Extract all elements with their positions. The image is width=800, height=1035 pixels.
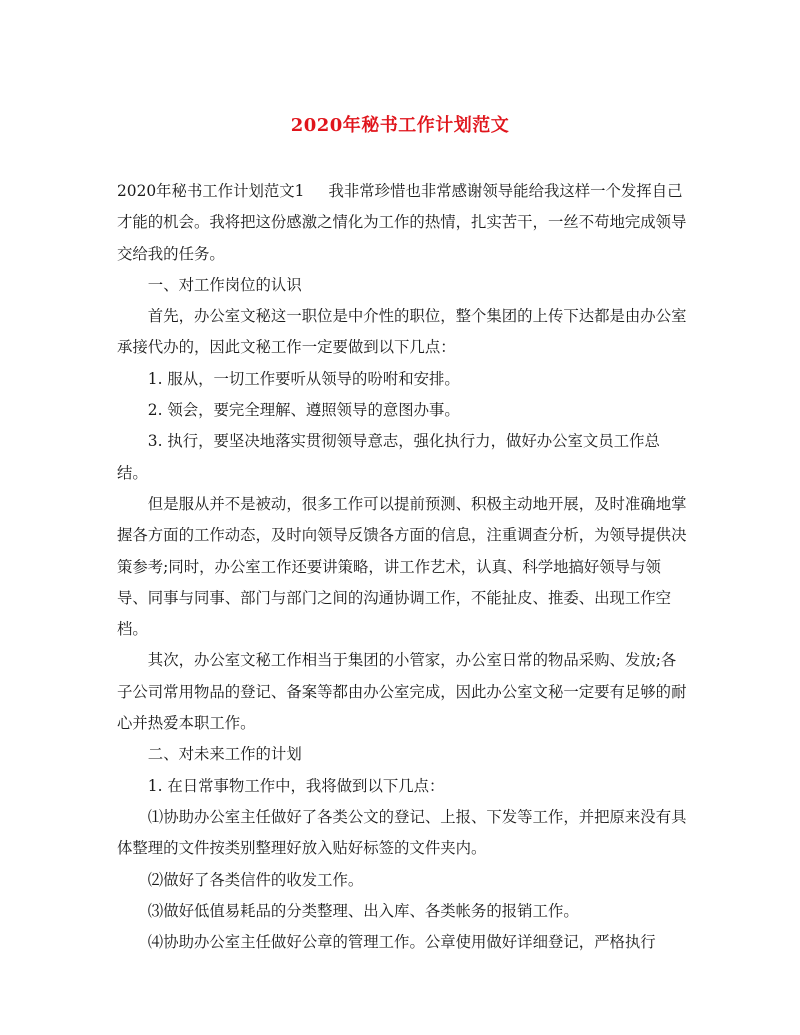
document-title: 2020年秘书工作计划范文 <box>290 115 510 136</box>
sub-list-item: ⑴协助办公室主任做好了各类公文的登记、上报、下发等工作，并把原来没有具体整理的文件按类别整理好放入贴好标签的文件夹内。 <box>117 807 687 858</box>
paragraph: 但是服从并不是被动，很多工作可以提前预测、积极主动地开展，及时准确地掌握各方面的工作动态，及时向领导反馈各方面的信息，注重调查分析，为领导提供决策参考;同时，办公室工作还要讲策略，讲工作艺术，认真、科学地搞好领导与领导、同事与同事、部门与部门之间的沟通协调工作，不能扯皮、推委、出现工作空档。 <box>117 494 687 639</box>
list-item: 2. 领会，要完全理解、遵照领导的意图办事。 <box>147 401 460 420</box>
sub-list-item: ⑷协助办公室主任做好公章的管理工作。公章使用做好详细登记，严格执行 <box>147 933 656 952</box>
sub-list-item: ⑶做好低值易耗品的分类整理、出入库、各类帐务的报销工作。 <box>147 901 579 920</box>
list-item: 3. 执行，要坚决地落实贯彻领导意志，强化执行力，做好办公室文员工作总结。 <box>117 432 660 482</box>
document-body <box>117 176 687 958</box>
paragraph: 首先，办公室文秘这一职位是中介性的职位，整个集团的上传下达都是由办公室承接代办的，因此文秘工作一定要做到以下几点： <box>117 307 687 357</box>
paragraph: 其次，办公室文秘工作相当于集团的小管家，办公室日常的物品采购、发放;各子公司常用物品的登记、备案等都由办公室完成，因此办公室文秘一定要有足够的耐心并热爱本职工作。 <box>117 651 687 733</box>
intro-label: 2020年秘书工作计划范文1 <box>117 182 305 200</box>
list-item: 1. 服从，一切工作要听从领导的吩咐和安排。 <box>147 369 460 388</box>
paragraph-text: 我非常珍惜也非常感谢领导能给我这样一个发挥自己才能的机会。我将把这份感激之情化为工作的热情，扎实苦干，一丝不苟地完成领导交给我的任务。 <box>117 182 687 263</box>
section-heading-2: 二、对未来工作的计划 <box>147 745 302 764</box>
section-heading-1: 一、对工作岗位的认识 <box>147 275 302 294</box>
list-item: 1. 在日常事物工作中，我将做到以下几点： <box>147 776 445 795</box>
sub-list-item: ⑵做好了各类信件的收发工作。 <box>147 870 364 889</box>
intro-paragraph <box>117 176 687 270</box>
